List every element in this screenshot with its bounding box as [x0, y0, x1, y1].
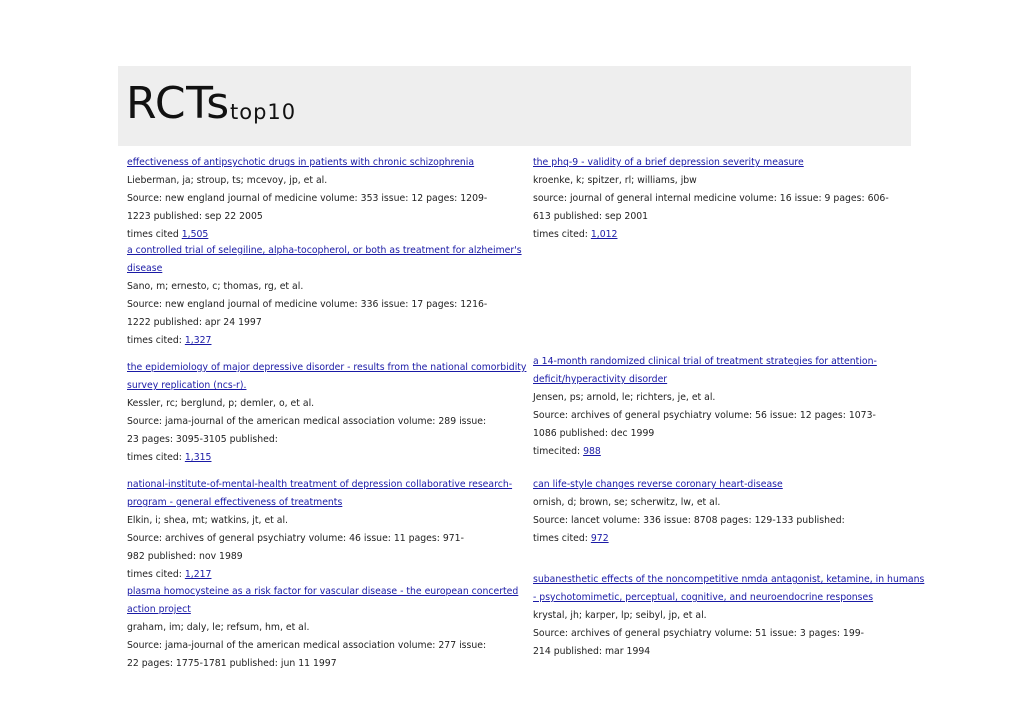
article-title-link[interactable]: deficit/hyperactivity disorder	[533, 374, 668, 385]
source-line: 613 published: sep 2001	[533, 211, 649, 222]
authors: Elkin, i; shea, mt; watkins, jt, et al.	[127, 515, 289, 526]
times-cited-label: timecited:	[533, 446, 584, 457]
slide-title: RCTs	[126, 78, 230, 129]
article-title-link[interactable]: effectiveness of antipsychotic drugs in patients with chronic schizophrenia	[127, 157, 475, 168]
article-title-link[interactable]: national-institute-of-mental-health treatment of depression collaborative research-	[127, 479, 513, 490]
source-line: Source: new england journal of medicine volume: 336 issue: 17 pages: 1216-	[127, 299, 488, 310]
article-title-link[interactable]: plasma homocysteine as a risk factor for vascular disease - the european concerted	[127, 586, 519, 597]
times-cited-link[interactable]: 1,012	[590, 229, 618, 240]
authors: Sano, m; ernesto, c; thomas, rg, et al.	[127, 281, 304, 292]
authors: ornish, d; brown, se; scherwitz, lw, et al.	[533, 497, 721, 508]
times-cited-label: times cited:	[127, 452, 185, 463]
times-cited-link[interactable]: 972	[590, 533, 609, 544]
source-line: 214 published: mar 1994	[533, 646, 651, 657]
article-title-link[interactable]: a controlled trial of selegiline, alpha-tocopherol, or both as treatment for alzheimer's	[127, 245, 522, 256]
times-cited-link[interactable]: 1,505	[181, 229, 209, 240]
source-line: Source: archives of general psychiatry volume: 46 issue: 11 pages: 971-	[127, 533, 464, 544]
citation-entry	[533, 476, 913, 548]
times-cited-link[interactable]: 1,327	[184, 335, 212, 346]
article-title-link[interactable]: program - general effectiveness of treatments	[127, 497, 343, 508]
times-cited-label: times cited:	[127, 569, 185, 580]
times-cited-label: times cited	[127, 229, 182, 240]
source-line: 982 published: nov 1989	[127, 551, 243, 562]
source-line: Source: new england journal of medicine volume: 353 issue: 12 pages: 1209-	[127, 193, 488, 204]
citation-entry	[533, 353, 913, 461]
source-line: Source: jama-journal of the american medical association volume: 277 issue:	[127, 640, 487, 651]
article-title-link[interactable]: survey replication (ncs-r).	[127, 380, 247, 391]
article-title-link[interactable]: the epidemiology of major depressive disorder - results from the national comorbidity	[127, 362, 527, 373]
source-line: source: journal of general internal medicine volume: 16 issue: 9 pages: 606-	[533, 193, 889, 204]
authors: Lieberman, ja; stroup, ts; mcevoy, jp, et al.	[127, 175, 328, 186]
citation-entry	[127, 359, 527, 467]
times-cited-label: times cited:	[533, 229, 591, 240]
citation-entry	[127, 242, 522, 350]
source-line: Source: jama-journal of the american medical association volume: 289 issue:	[127, 416, 487, 427]
citation-entry	[127, 476, 517, 584]
source-line: 1086 published: dec 1999	[533, 428, 655, 439]
source-line: 1222 published: apr 24 1997	[127, 317, 262, 328]
authors: krystal, jh; karper, lp; seibyl, jp, et al.	[533, 610, 707, 621]
source-line: Source: archives of general psychiatry volume: 56 issue: 12 pages: 1073-	[533, 410, 876, 421]
authors: Kessler, rc; berglund, p; demler, o, et al.	[127, 398, 315, 409]
article-title-link[interactable]: - psychotomimetic, perceptual, cognitive, and neuroendocrine responses	[533, 592, 874, 603]
citation-entry	[533, 154, 913, 244]
article-title-link[interactable]: action project	[127, 604, 191, 615]
article-title-link[interactable]: disease	[127, 263, 163, 274]
article-title-link[interactable]: a 14-month randomized clinical trial of treatment strategies for attention-	[533, 356, 877, 367]
citation-entry	[127, 154, 517, 244]
authors: Jensen, ps; arnold, le; richters, je, et al.	[533, 392, 716, 403]
article-title-link[interactable]: the phq-9 - validity of a brief depression severity measure	[533, 157, 804, 168]
citation-entry	[127, 583, 517, 668]
source-line: Source: lancet volume: 336 issue: 8708 pages: 129-133 published:	[533, 515, 845, 526]
citation-entry	[533, 571, 925, 661]
authors: graham, im; daly, le; refsum, hm, et al.	[127, 622, 310, 633]
times-cited-link[interactable]: 1,217	[184, 569, 212, 580]
times-cited-link[interactable]: 988	[583, 446, 601, 457]
slide-subtitle: top10	[230, 100, 297, 124]
article-title-link[interactable]: subanesthetic effects of the noncompetitive nmda antagonist, ketamine, in humans	[533, 574, 925, 585]
source-line: 22 pages: 1775-1781 published: jun 11 1997	[127, 658, 337, 668]
times-cited-link[interactable]: 1,315	[184, 452, 212, 463]
authors: kroenke, k; spitzer, rl; williams, jbw	[533, 175, 697, 186]
article-title-link[interactable]: can life-style changes reverse coronary heart-disease	[533, 479, 783, 490]
times-cited-label: times cited:	[533, 533, 591, 544]
source-line: 1223 published: sep 22 2005	[127, 211, 263, 222]
source-line: Source: archives of general psychiatry volume: 51 issue: 3 pages: 199-	[533, 628, 865, 639]
times-cited-label: times cited:	[127, 335, 185, 346]
source-line: 23 pages: 3095-3105 published:	[127, 434, 278, 445]
